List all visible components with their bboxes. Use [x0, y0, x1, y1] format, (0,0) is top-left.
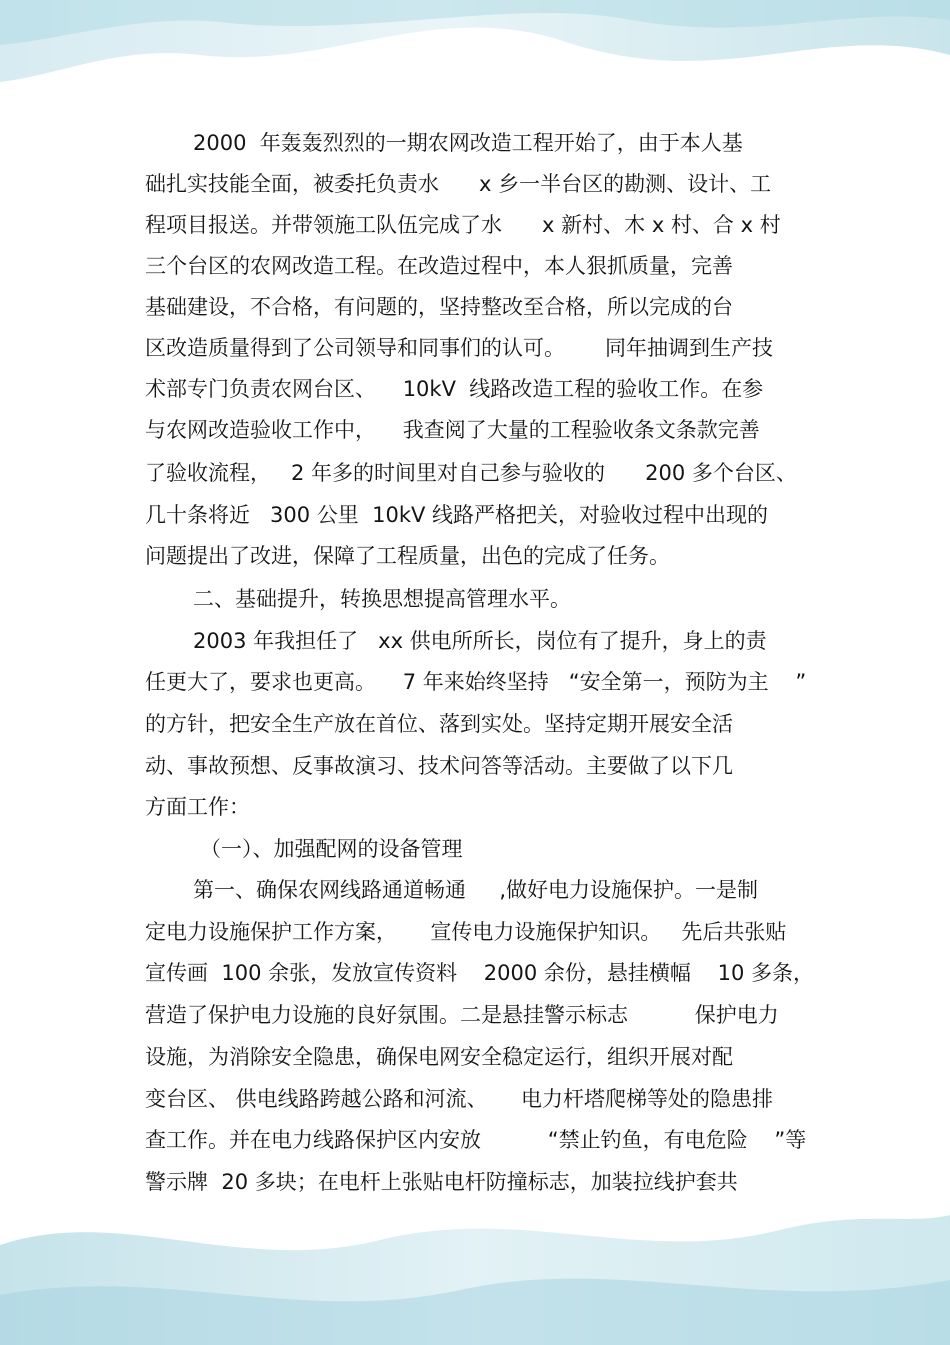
text-line-19: 第一、确保农网线路通道畅通 ,做好电力设施保护。一是制 [193, 878, 759, 902]
text-line-15: 的方针，把安全生产放在首位、落到实处。坚持定期开展安全活 [145, 712, 733, 736]
section-heading-2: 二、基础提升，转换思想提高管理水平。 [193, 587, 571, 611]
text-line-7: 术部专门负责农网台区、 10kV 线路改造工程的验收工作。在参 [145, 377, 764, 401]
text-line-11: 问题提出了改进，保障了工程质量，出色的完成了任务。 [145, 544, 670, 568]
text-line-13: 2003 年我担任了 xx 供电所所长，岗位有了提升，身上的责 [193, 629, 767, 653]
text-line-4: 三个台区的农网改造工程。在改造过程中，本人狠抓质量，完善 [145, 254, 733, 278]
text-line-6: 区改造质量得到了公司领导和同事们的认可。 同年抽调到生产技 [145, 336, 774, 360]
text-line-25: 查工作。并在电力线路保护区内安放 “禁止钓鱼，有电危险 ”等 [145, 1128, 807, 1152]
text-line-20: 定电力设施保护工作方案， 宣传电力设施保护知识。 先后共张贴 [145, 920, 787, 944]
text-line-1: 2000 年轰轰烈烈的一期农网改造工程开始了，由于本人基 [193, 131, 743, 155]
text-line-23: 设施，为消除安全隐患，确保电网安全稳定运行，组织开展对配 [145, 1045, 733, 1069]
text-line-9: 了验收流程， 2 年多的时间里对自己参与验收的 200 多个台区、 [145, 461, 797, 485]
text-line-10: 几十条将近 300 公里 10kV 线路严格把关，对验收过程中出现的 [145, 503, 769, 527]
bottom-wave-decoration [0, 1185, 950, 1345]
text-line-16: 动、事故预想、反事故演习、技术问答等活动。主要做了以下几 [145, 754, 733, 778]
text-line-21: 宣传画 100 余张，发放宣传资料 2000 余份，悬挂横幅 10 多条， [145, 961, 815, 985]
text-line-14: 任更大了，要求也更高。 7 年来始终坚持 “安全第一，预防为主 ” [145, 670, 807, 694]
text-line-24: 变台区、 供电线路跨越公路和河流、 电力杆塔爬梯等处的隐患排 [145, 1087, 774, 1111]
text-line-17: 方面工作： [145, 795, 250, 819]
subsection-heading-1: （一）、加强配网的设备管理 [200, 837, 463, 861]
text-line-2: 础扎实技能全面，被委托负责水 x 乡一半台区的勘测、设计、工 [145, 172, 772, 196]
text-line-8: 与农网改造验收工作中， 我查阅了大量的工程验收条文条款完善 [145, 418, 760, 442]
text-line-3: 程项目报送。并带领施工队伍完成了水 x 新村、木 x 村、合 x 村 [145, 213, 781, 237]
text-line-22: 营造了保护电力设施的良好氛围。二是悬挂警示标志 保护电力 [145, 1003, 779, 1027]
top-wave-decoration [0, 0, 950, 120]
text-line-5: 基础建设，不合格，有问题的，坚持整改至合格，所以完成的台 [145, 295, 733, 319]
text-line-26: 警示牌 20 多块；在电杆上张贴电杆防撞标志，加装拉线护套共 [145, 1170, 738, 1194]
